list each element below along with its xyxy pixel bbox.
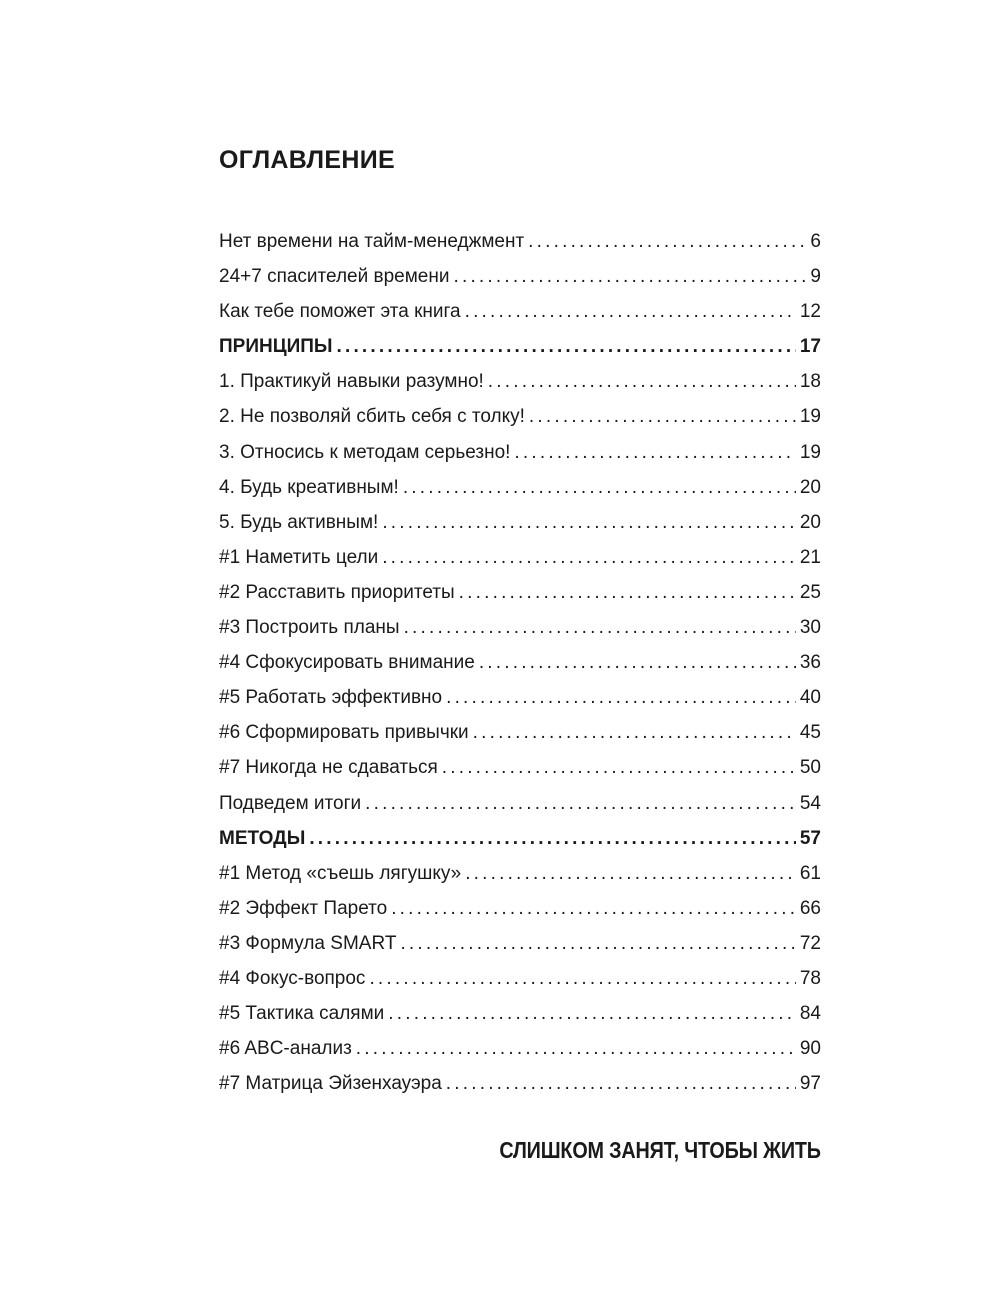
toc-page-number: 30: [799, 617, 821, 639]
toc-page-number: 19: [799, 441, 821, 463]
toc-entry[interactable]: [219, 1031, 821, 1066]
toc-entry-title: #4 Фокус-вопрос: [219, 967, 366, 989]
toc-page-number: 18: [799, 371, 821, 393]
toc-entry[interactable]: [219, 680, 821, 715]
toc-entry-title: #3 Формула SMART: [219, 932, 397, 954]
toc-entry[interactable]: [219, 540, 821, 575]
toc-entry-title: #5 Тактика салями: [219, 1003, 385, 1025]
toc-entry-title: #6 Сформировать привычки: [219, 722, 469, 744]
toc-entry[interactable]: [219, 926, 821, 961]
toc-dot-leader: [369, 961, 795, 996]
toc-dot-leader: [382, 505, 796, 540]
toc-page-number: 17: [799, 336, 821, 358]
toc-dot-leader: [528, 224, 806, 259]
toc-dot-leader: [356, 1031, 796, 1066]
toc-dot-leader: [309, 821, 796, 856]
toc-entry[interactable]: [219, 645, 821, 680]
toc-entry-title: #7 Никогда не сдаваться: [219, 757, 438, 779]
toc-entry[interactable]: [219, 715, 821, 750]
toc-entry[interactable]: [219, 575, 821, 610]
toc-entry-title: 5. Будь активным!: [219, 511, 379, 533]
toc-dot-leader: [446, 680, 796, 715]
toc-dot-leader: [514, 435, 795, 470]
toc-dot-leader: [391, 891, 796, 926]
toc-page-number: 54: [799, 792, 821, 814]
toc-page-number: 25: [799, 581, 821, 603]
toc-dot-leader: [459, 575, 796, 610]
toc-dot-leader: [473, 715, 796, 750]
toc-page-number: 57: [799, 827, 821, 849]
toc-entry-title: #5 Работать эффективно: [219, 687, 443, 709]
toc-dot-leader: [453, 259, 806, 294]
toc-entry-title: МЕТОДЫ: [219, 827, 306, 849]
toc-dot-leader: [442, 750, 796, 785]
toc-page-number: 40: [799, 687, 821, 709]
toc-dot-leader: [479, 645, 796, 680]
toc-page-number: 97: [799, 1073, 821, 1095]
toc-entry-title: #7 Матрица Эйзенхауэра: [219, 1073, 442, 1095]
toc-dot-leader: [529, 399, 796, 434]
toc-page-number: 84: [799, 1003, 821, 1025]
toc-page-number: 36: [799, 652, 821, 674]
toc-entry-title: #4 Сфокусировать внимание: [219, 652, 475, 674]
toc-page-number: 12: [799, 301, 821, 323]
toc-dot-leader: [465, 856, 796, 891]
toc-entry-title: Как тебе поможет эта книга: [219, 301, 461, 323]
toc-page-number: 66: [799, 897, 821, 919]
toc-dot-leader: [400, 926, 795, 961]
toc-dot-leader: [382, 540, 796, 575]
toc-entry-title: 3. Относись к методам серьезно!: [219, 441, 511, 463]
toc-page-number: 21: [799, 546, 821, 568]
toc-dot-leader: [337, 329, 796, 364]
toc-entry[interactable]: [219, 259, 821, 294]
toc-entry-title: #1 Наметить цели: [219, 546, 379, 568]
toc-section-heading[interactable]: [219, 329, 821, 364]
toc-entry[interactable]: [219, 399, 821, 434]
toc-dot-leader: [488, 364, 796, 399]
toc-entry[interactable]: [219, 224, 821, 259]
toc-entry[interactable]: [219, 610, 821, 645]
toc-entry-title: 1. Практикуй навыки разумно!: [219, 371, 484, 393]
toc-section-heading[interactable]: [219, 821, 821, 856]
toc-page-number: 19: [799, 406, 821, 428]
toc-entry-title: #2 Эффект Парето: [219, 897, 388, 919]
toc-dot-leader: [403, 470, 796, 505]
toc-entry[interactable]: [219, 786, 821, 821]
toc-dot-leader: [388, 996, 796, 1031]
toc-entry-title: Подведем итоги: [219, 792, 362, 814]
toc-page-number: 20: [799, 511, 821, 533]
toc-entry-title: 24+7 спасителей времени: [219, 266, 450, 288]
toc-entry[interactable]: [219, 435, 821, 470]
toc-page-number: 72: [799, 932, 821, 954]
toc-page-number: 20: [799, 476, 821, 498]
toc-entry[interactable]: [219, 996, 821, 1031]
toc-dot-leader: [446, 1066, 796, 1101]
toc-entry[interactable]: [219, 294, 821, 329]
toc-entry-title: Нет времени на тайм-менеджмент: [219, 231, 525, 252]
toc-page-number: 6: [810, 231, 821, 252]
toc-entry-title: #1 Метод «съешь лягушку»: [219, 862, 462, 884]
toc-entry[interactable]: [219, 470, 821, 505]
toc-entry-title: #6 ABC-анализ: [219, 1038, 352, 1060]
toc-entry-title: #2 Расставить приоритеты: [219, 581, 455, 603]
page-title: ОГЛАВЛЕНИЕ: [219, 146, 395, 174]
running-footer-book-title: СЛИШКОМ ЗАНЯТ, ЧТОБЫ ЖИТЬ: [499, 1137, 821, 1163]
toc-entry[interactable]: [219, 364, 821, 399]
toc-entry[interactable]: [219, 1066, 821, 1101]
toc-page-number: 45: [799, 722, 821, 744]
toc-page-number: 90: [799, 1038, 821, 1060]
toc-entry[interactable]: [219, 961, 821, 996]
toc-page-number: 61: [799, 862, 821, 884]
toc-dot-leader: [404, 610, 796, 645]
toc-dot-leader: [465, 294, 796, 329]
toc-page-number: 50: [799, 757, 821, 779]
toc-entry[interactable]: [219, 750, 821, 785]
toc-page-number: 9: [810, 266, 821, 288]
toc-entry[interactable]: [219, 891, 821, 926]
table-of-contents: [219, 224, 821, 1101]
toc-entry-title: 2. Не позволяй сбить себя с толку!: [219, 406, 525, 428]
toc-entry-title: ПРИНЦИПЫ: [219, 336, 333, 358]
toc-entry[interactable]: [219, 505, 821, 540]
toc-dot-leader: [365, 786, 796, 821]
toc-entry-title: #3 Построить планы: [219, 617, 400, 639]
toc-page-number: 78: [799, 967, 821, 989]
toc-entry-title: 4. Будь креативным!: [219, 476, 399, 498]
toc-entry[interactable]: [219, 856, 821, 891]
